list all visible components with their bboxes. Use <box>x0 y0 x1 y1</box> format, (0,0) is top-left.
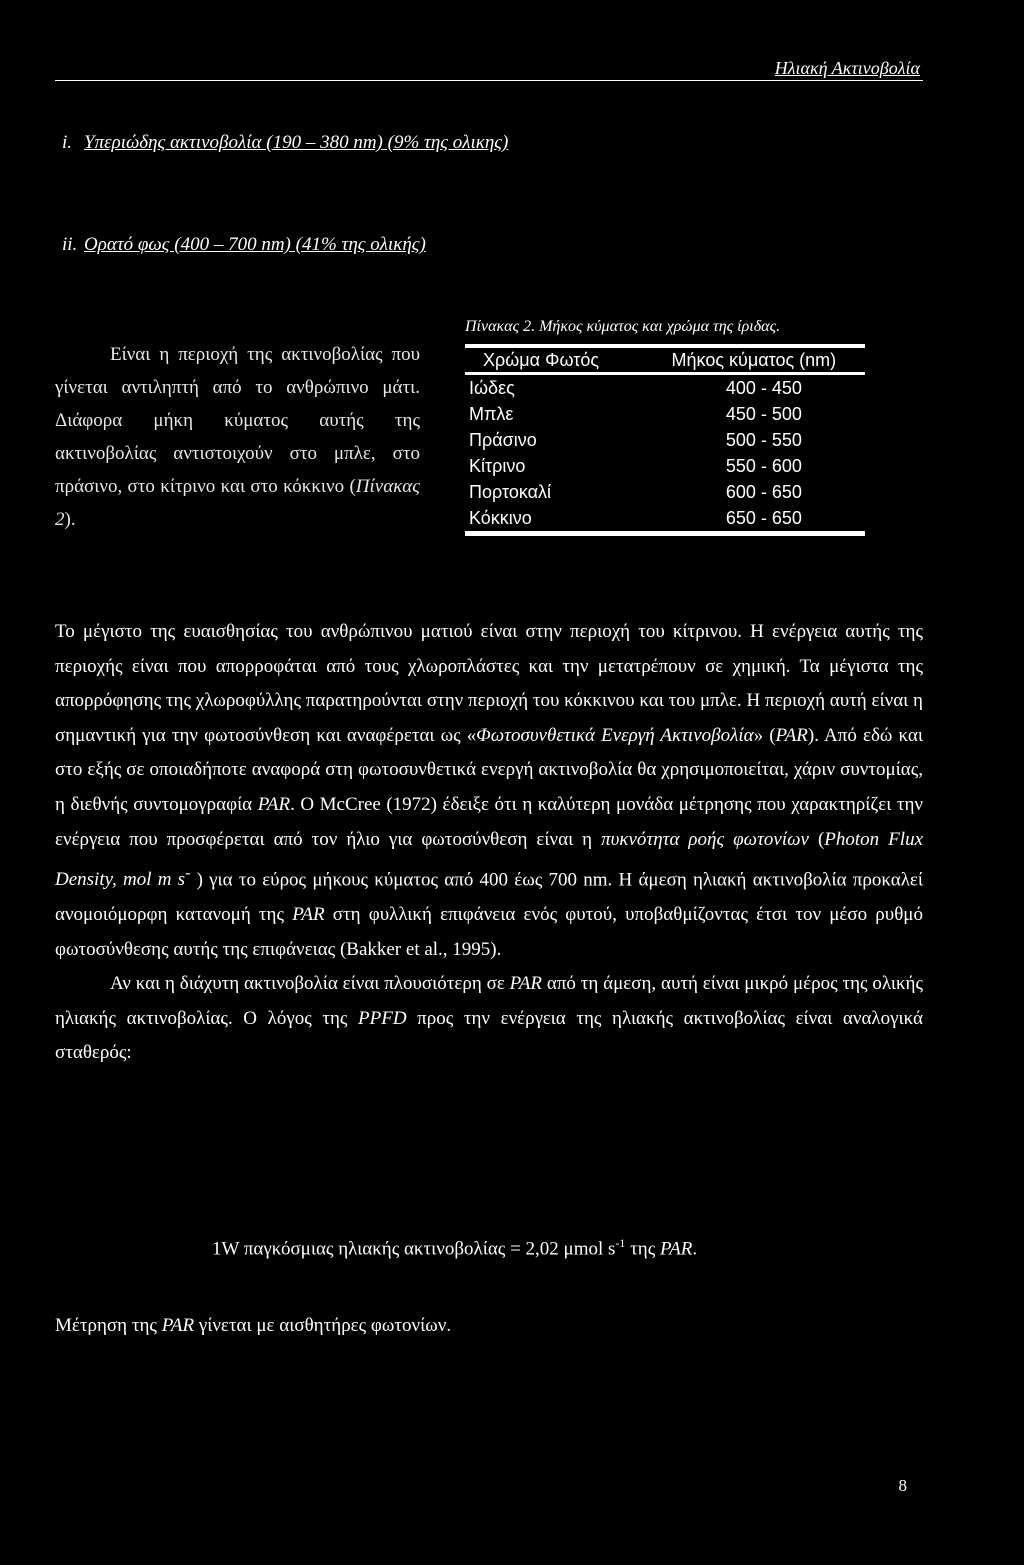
term-pfd: πυκνότητα ροής φωτονίων <box>601 828 809 850</box>
wavelength-table-block <box>465 318 865 536</box>
table-row <box>465 453 865 479</box>
wavelength-table <box>465 348 865 536</box>
measurement-text: γίνεται με αισθητήρες φωτονίων. <box>194 1315 452 1336</box>
cell-range: 550 - 600 <box>725 456 802 476</box>
table-row <box>465 505 865 534</box>
list-item-visible <box>62 234 426 256</box>
side-paragraph-text: Είναι η περιοχή της ακτινοβολίας που γίνεται αντιληπτή από το ανθρώπινο μάτι. Διάφορα μήκη κύματος αυτής της ακτινοβολίας αντιστοιχούν στο μπλε, στο πράσινο, στο κίτρινο και στο κόκκινο ( <box>55 344 420 497</box>
cell-color: Πορτοκαλί <box>469 482 552 502</box>
cell-color: Κόκκινο <box>465 505 643 534</box>
cell-color: Ιώδες <box>469 378 515 398</box>
formula-exponent: -1 <box>615 1236 626 1250</box>
col-header-color: Χρώμα Φωτός <box>483 350 600 370</box>
term-par-full: Φωτοσυνθετικά Ενεργή Ακτινοβολία <box>476 724 754 746</box>
formula-text: της <box>625 1238 661 1260</box>
list-text: Ορατό φως (400 – 700 nm) (41% της ολικής) <box>84 234 426 255</box>
table-header-row <box>465 348 865 374</box>
header-rule <box>55 80 923 81</box>
body-text-run: » ( <box>753 724 776 746</box>
body-paragraph <box>55 967 923 1071</box>
term-par: PAR <box>292 904 325 926</box>
body-text-run: . Ο McCree (1972) έδειξε ότι η καλύτερη μονάδα μέτρησης που χαρακτηρίζει την ενέργεια που προσφέρεται από τον ήλιο για φωτοσύνθεση είναι η <box>55 793 924 850</box>
body-text-run: ). Από εδώ και στο εξής σε οποιαδήποτε αναφορά στη φωτοσυνθετικά ενεργή ακτινοβολία θα χρησιμοποιείται, χάριν συντομίας, η διεθνής συντομογραφία <box>55 724 923 815</box>
cell-range: 650 - 650 <box>643 505 865 534</box>
measurement-text: Μέτρηση της <box>55 1315 162 1336</box>
term-pfd-english-text: Photon Flux Density, mol m s <box>55 828 923 891</box>
list-item-uv <box>62 132 508 154</box>
conversion-formula <box>212 1236 697 1260</box>
table-row <box>465 401 865 427</box>
term-par: PAR <box>509 973 543 995</box>
term-par: PAR <box>660 1238 693 1260</box>
term-par: PAR <box>775 724 808 746</box>
table-row <box>465 374 865 402</box>
col-header-wavelength: Μήκος κύματος (nm) <box>671 350 837 370</box>
list-number: ii. <box>62 234 78 255</box>
body-text-run: προς την ενέργεια της ηλιακής ακτινοβολίας είναι αναλογικά σταθερός: <box>55 1007 923 1064</box>
formula-text: 1W παγκόσμιας ηλιακής ακτινοβολίας = 2,02 μmol s <box>212 1238 616 1260</box>
side-paragraph <box>55 338 420 536</box>
body-text-run: στη φυλλική επιφάνεια ενός φυτού, υποβαθμίζοντας έτσι τον μέσο ρυθμό φωτοσύνθεσης αυτής της επιφάνειας (Bakker et al., 1995). <box>55 904 923 960</box>
body-paragraph <box>55 615 923 967</box>
list-text: Υπεριώδης ακτινοβολία (190 – 380 nm) (9% της ολικης) <box>84 132 509 153</box>
body-text <box>55 615 923 1071</box>
side-paragraph-tail: ). <box>64 509 76 530</box>
cell-color: Μπλε <box>469 404 514 424</box>
unit-exponent: - <box>185 865 191 883</box>
formula-text: . <box>692 1238 698 1260</box>
page-number: 8 <box>898 1476 907 1495</box>
body-text-run: ) για το εύρος μήκους κύματος από 400 έως 700 nm. Η άμεση ηλιακή ακτινοβολία προκαλεί ανομοιόμορφη κατανομή της <box>55 869 923 926</box>
measurement-line <box>55 1315 451 1337</box>
table-caption: Πίνακας 2. Μήκος κύματος και χρώμα της ίριδας. <box>465 318 781 335</box>
table-row <box>465 427 865 453</box>
cell-color: Πράσινο <box>469 430 537 450</box>
cell-range: 400 - 450 <box>725 378 802 398</box>
body-text-run: Το μέγιστο της ευαισθησίας του ανθρώπινου ματιού είναι στην περιοχή του κίτρινου. Η ενέργεια αυτής της περιοχής είναι που απορροφάται από τους χλωροπλάστες και την μετατρέπουν σε χημική. Τα μέγιστα της απορρόφησης της χλωροφύλλης παρατηρούνται στην περιοχή του κόκκινου και του μπλε. Η περιοχή αυτή είναι η σημαντική για την φωτοσύνθεση και αναφέρεται ως « <box>55 621 923 746</box>
list-number: i. <box>62 132 73 153</box>
body-text-run: Αν και η διάχυτη ακτινοβολία είναι πλουσιότερη σε <box>110 973 510 995</box>
term-par: PAR <box>161 1315 195 1336</box>
cell-color: Κίτρινο <box>469 456 526 476</box>
cell-range: 450 - 500 <box>725 404 802 424</box>
term-ppfd: PPFD <box>358 1007 407 1029</box>
cell-range: 500 - 550 <box>725 430 802 450</box>
table-row <box>465 479 865 505</box>
body-text-run: από τη άμεση, αυτή είναι μικρό μέρος της ολικής ηλιακής ακτινοβολίας. Ο λόγος της <box>55 973 924 1029</box>
cell-range: 600 - 650 <box>725 482 802 502</box>
body-text-run: ( <box>808 828 825 850</box>
running-header: Ηλιακή Ακτινοβολία <box>774 58 920 78</box>
term-par: PAR <box>257 793 291 815</box>
table-reference: Πίνακας 2 <box>55 476 420 530</box>
